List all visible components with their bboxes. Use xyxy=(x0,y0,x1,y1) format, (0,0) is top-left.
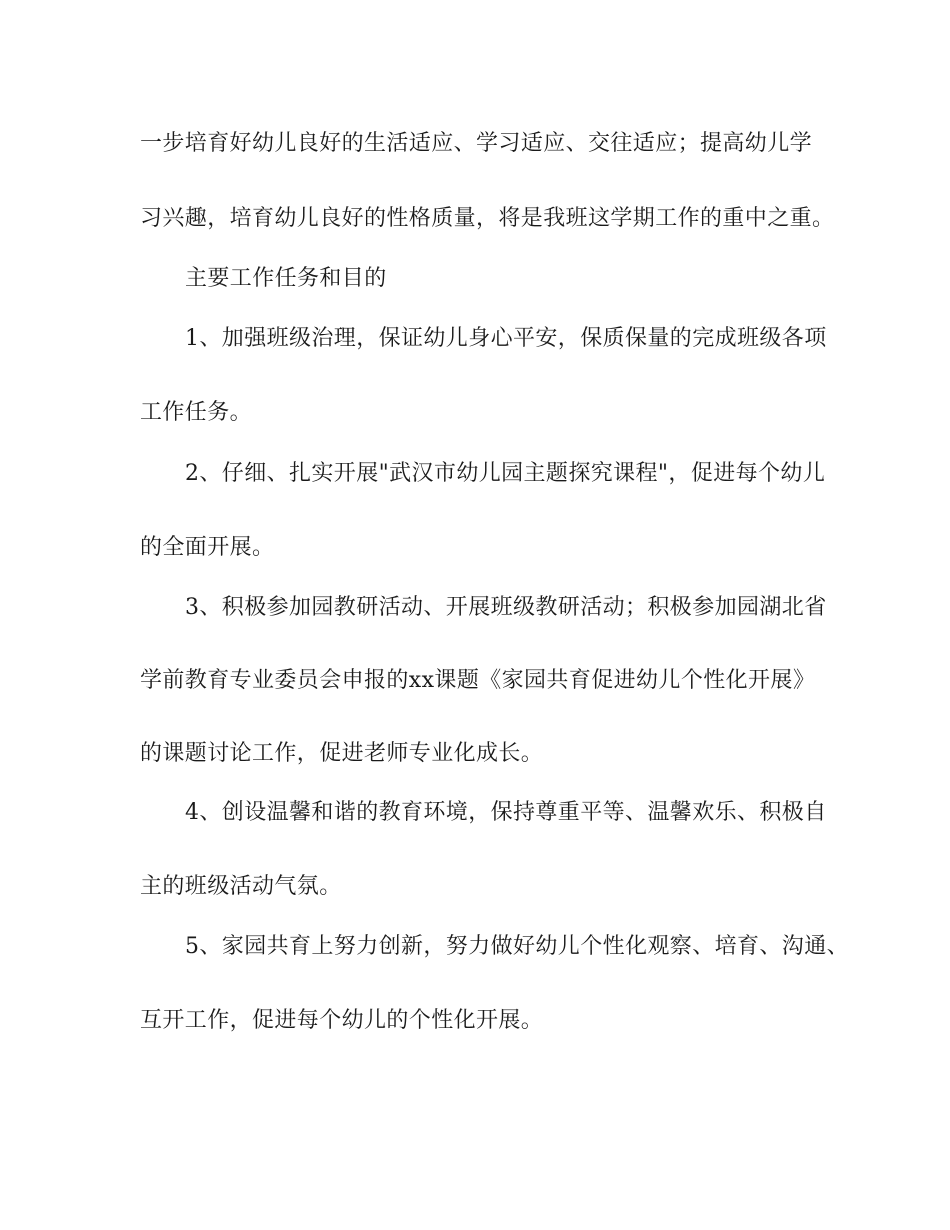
paragraph-line: 习兴趣，培育幼儿良好的性格质量，将是我班这学期工作的重中之重。 xyxy=(140,206,835,231)
list-item-1-continuation: 工作任务。 xyxy=(140,400,253,425)
list-item-3-continuation: 的课题讨论工作，促进老师专业化成长。 xyxy=(140,741,544,766)
list-item-2: 2、仔细、扎实开展"武汉市幼儿园主题探究课程"，促进每个幼儿 xyxy=(185,461,826,486)
list-item-2-continuation: 的全面开展。 xyxy=(140,535,275,560)
list-item-4-continuation: 主的班级活动气氛。 xyxy=(140,874,342,899)
section-heading: 主要工作任务和目的 xyxy=(185,266,387,291)
list-item-1: 1、加强班级治理，保证幼儿身心平安，保质保量的完成班级各项 xyxy=(185,326,827,351)
paragraph-line: 一步培育好幼儿良好的生活适应、学习适应、交往适应；提高幼儿学 xyxy=(140,131,813,156)
list-item-3-continuation: 学前教育专业委员会申报的xx课题《家园共育促进幼儿个性化开展》 xyxy=(140,668,816,693)
list-item-4: 4、创设温馨和谐的教育环境，保持尊重平等、温馨欢乐、积极自 xyxy=(185,800,827,825)
list-item-5-continuation: 互开工作，促进每个幼儿的个性化开展。 xyxy=(140,1008,544,1033)
list-item-3: 3、积极参加园教研活动、开展班级教研活动；积极参加园湖北省 xyxy=(185,595,827,620)
list-item-5: 5、家园共育上努力创新，努力做好幼儿个性化观察、培育、沟通、 xyxy=(185,934,849,959)
